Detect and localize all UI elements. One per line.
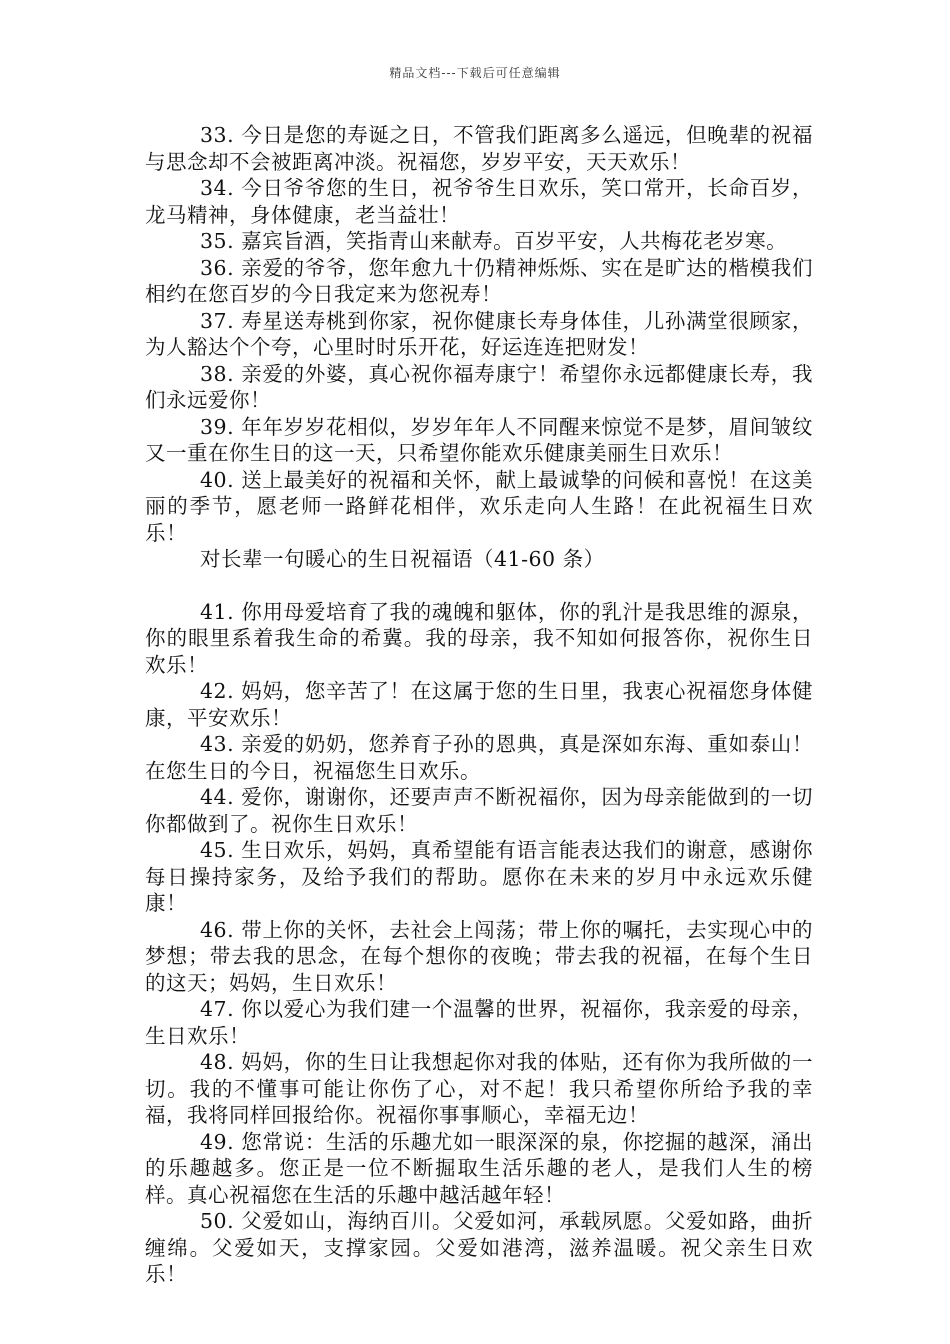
- paragraph-41: 41. 你用母爱培育了我的魂魄和躯体，你的乳汁是我思维的源泉，你的眼里系着我生命的希冀。我的母亲，我不知如何报答你，祝你生日欢乐！: [145, 599, 813, 677]
- paragraph-40: 40. 送上最美好的祝福和关怀，献上最诚挚的问候和喜悦！在这美丽的季节，愿老师一路鲜花相伴，欢乐走向人生路！在此祝福生日欢乐！: [145, 467, 813, 545]
- document-body: [145, 122, 813, 1288]
- paragraph-45: 45. 生日欢乐，妈妈，真希望能有语言能表达我们的谢意，感谢你每日操持家务，及给予我们的帮助。愿你在未来的岁月中永远欢乐健康！: [145, 838, 813, 915]
- paragraph-42: 42. 妈妈，您辛苦了！在这属于您的生日里，我衷心祝福您身体健康，平安欢乐！: [145, 679, 813, 730]
- paragraph-35: 35. 嘉宾旨酒，笑指青山来献寿。百岁平安，人共梅花老岁寒。: [200, 229, 788, 253]
- paragraph-49: 49. 您常说：生活的乐趣尤如一眼深深的泉，你挖掘的越深，涌出的乐趣越多。您正是一位不断掘取生活乐趣的老人，是我们人生的榜样。真心祝福您在生活的乐趣中越活越年轻！: [145, 1129, 813, 1207]
- paragraph-46: 46. 带上你的关怀，去社会上闯荡；带上你的嘱托，去实现心中的梦想；带去我的思念，在每个想你的夜晚；带去我的祝福，在每个生日的这天；妈妈，生日欢乐！: [145, 917, 813, 995]
- paragraph-38: 38. 亲爱的外婆，真心祝你福寿康宁！希望你永远都健康长寿，我们永远爱你！: [145, 361, 813, 412]
- paragraph-47: 47. 你以爱心为我们建一个温馨的世界，祝福你，我亲爱的母亲，生日欢乐！: [145, 997, 813, 1048]
- paragraph-36: 36. 亲爱的爷爷，您年愈九十仍精神烁烁、实在是旷达的楷模我们相约在您百岁的今日我定来为您祝寿！: [145, 255, 813, 306]
- paragraph-48: 48. 妈妈，你的生日让我想起你对我的体贴，还有你为我所做的一切。我的不懂事可能让你伤了心，对不起！我只希望你所给予我的幸福，我将同样回报给你。祝福你事事顺心，幸福无边！: [145, 1050, 813, 1127]
- paragraph-33: 33. 今日是您的寿诞之日，不管我们距离多么遥远，但晚辈的祝福与思念却不会被距离冲淡。祝福您，岁岁平安，天天欢乐！: [145, 123, 813, 174]
- paragraph-39: 39. 年年岁岁花相似，岁岁年年人不同醒来惊觉不是梦，眉间皱纹又一重在你生日的这一天，只希望你能欢乐健康美丽生日欢乐！: [145, 414, 813, 465]
- paragraph-34: 34. 今日爷爷您的生日，祝爷爷生日欢乐，笑口常开，长命百岁，龙马精神，身体健康，老当益壮！: [145, 176, 813, 227]
- page-header: 精品文档---下载后可任意编辑: [389, 66, 561, 80]
- paragraph-50: 50. 父爱如山，海纳百川。父爱如河，承载夙愿。父爱如路，曲折缠绵。父爱如天，支撑家园。父爱如港湾，滋养温暖。祝父亲生日欢乐！: [145, 1209, 813, 1286]
- paragraph-44: 44. 爱你，谢谢你，还要声声不断祝福你，因为母亲能做到的一切你都做到了。祝你生日欢乐！: [145, 785, 813, 836]
- paragraph-43: 43. 亲爱的奶奶，您养育子孙的恩典，真是深如东海、重如泰山！在您生日的今日，祝福您生日欢乐。: [145, 732, 813, 783]
- section-heading: 对长辈一句暖心的生日祝福语（41-60 条）: [200, 547, 605, 571]
- paragraph-37: 37. 寿星送寿桃到你家，祝你健康长寿身体佳，儿孙满堂很顾家，为人豁达个个夸，心里时时乐开花，好运连连把财发！: [145, 308, 813, 359]
